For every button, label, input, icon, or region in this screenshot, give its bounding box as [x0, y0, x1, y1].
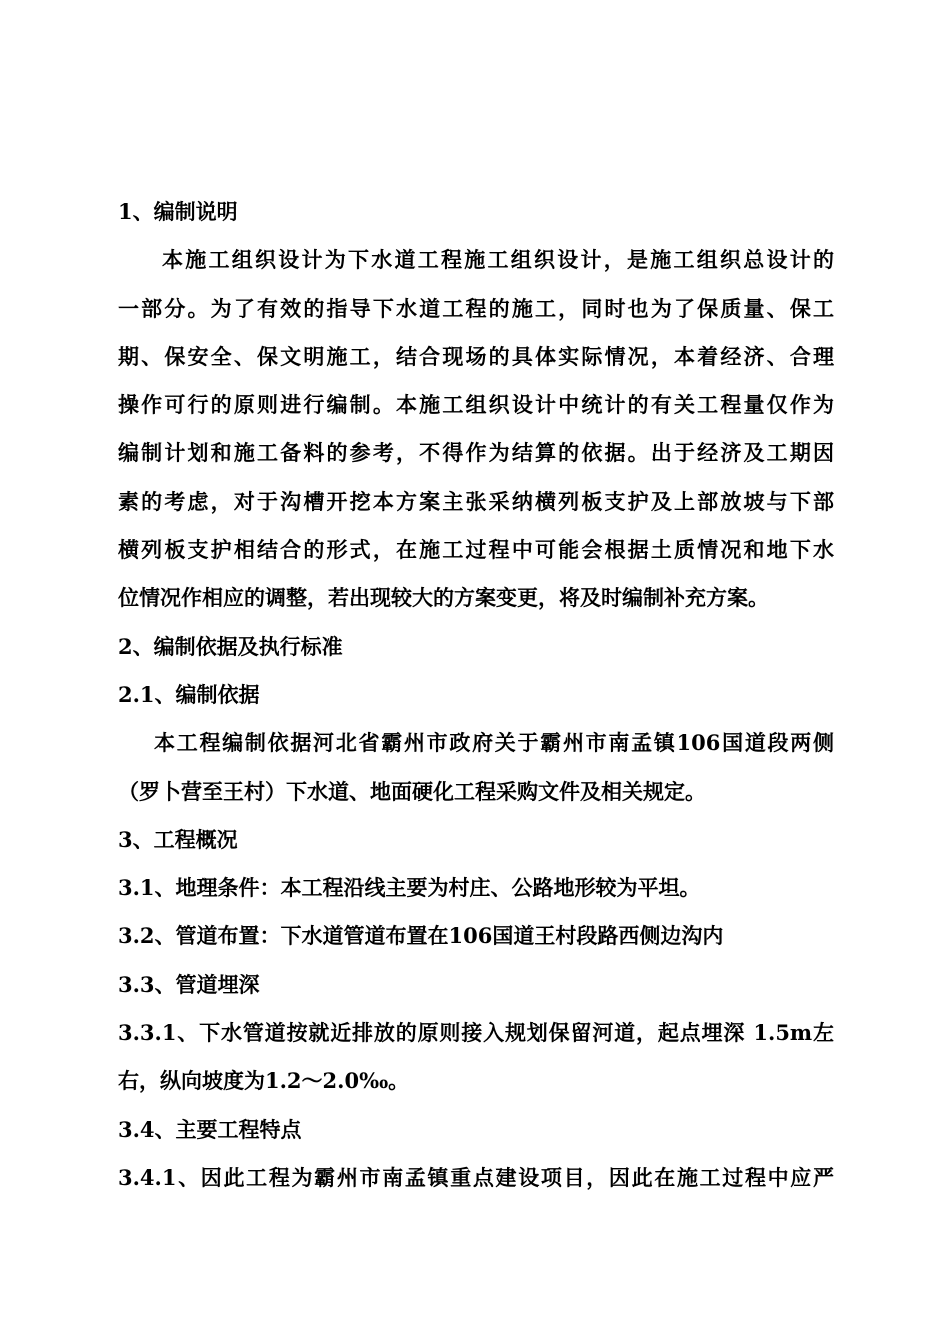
paragraph-line: 本施工组织设计为下水道工程施工组织设计，是施工组织总设计的	[162, 247, 834, 273]
paragraph-line: 本工程编制依据河北省霸州市政府关于霸州市南孟镇106国道段两侧	[154, 730, 834, 756]
paragraph-line: 右，纵向坡度为1.2～2.0‰。	[118, 1068, 410, 1094]
paragraph-line: （罗卜营至王村）下水道、地面硬化工程采购文件及相关规定。	[118, 778, 706, 804]
section-3-4-1: 3.4.1、因此工程为霸州市南孟镇重点建设项目，因此在施工过程中应严	[118, 1164, 834, 1190]
paragraph-line: 素的考虑，对于沟槽开挖本方案主张采纳横列板支护及上部放坡与下部	[118, 488, 834, 514]
section-3-1: 3.1、地理条件：本工程沿线主要为村庄、公路地形较为平坦。	[118, 875, 701, 901]
paragraph-line: 期、保安全、保文明施工，结合现场的具体实际情况，本着经济、合理	[118, 343, 834, 369]
heading-3-4: 3.4、主要工程特点	[118, 1116, 302, 1142]
paragraph-line: 一部分。为了有效的指导下水道工程的施工，同时也为了保质量、保工	[118, 295, 834, 321]
heading-1: 1、编制说明	[118, 199, 238, 224]
heading-3: 3、工程概况	[118, 826, 238, 852]
paragraph-line: 横列板支护相结合的形式，在施工过程中可能会根据土质情况和地下水	[118, 537, 834, 563]
paragraph-line: 位情况作相应的调整，若出现较大的方案变更，将及时编制补充方案。	[118, 585, 769, 611]
document-body	[118, 188, 834, 1202]
section-3-2: 3.2、管道布置：下水道管道布置在106国道王村段路西侧边沟内	[118, 923, 724, 949]
heading-2-1: 2.1、编制依据	[118, 681, 260, 707]
paragraph-line: 操作可行的原则进行编制。本施工组织设计中统计的有关工程量仅作为	[118, 392, 834, 418]
section-3-3-1: 3.3.1、下水管道按就近排放的原则接入规划保留河道，起点埋深 1.5m左	[118, 1020, 834, 1046]
heading-2: 2、编制依据及执行标准	[118, 633, 343, 659]
paragraph-line: 编制计划和施工备料的参考，不得作为结算的依据。出于经济及工期因	[118, 440, 834, 466]
heading-3-3: 3.3、管道埋深	[118, 971, 260, 997]
